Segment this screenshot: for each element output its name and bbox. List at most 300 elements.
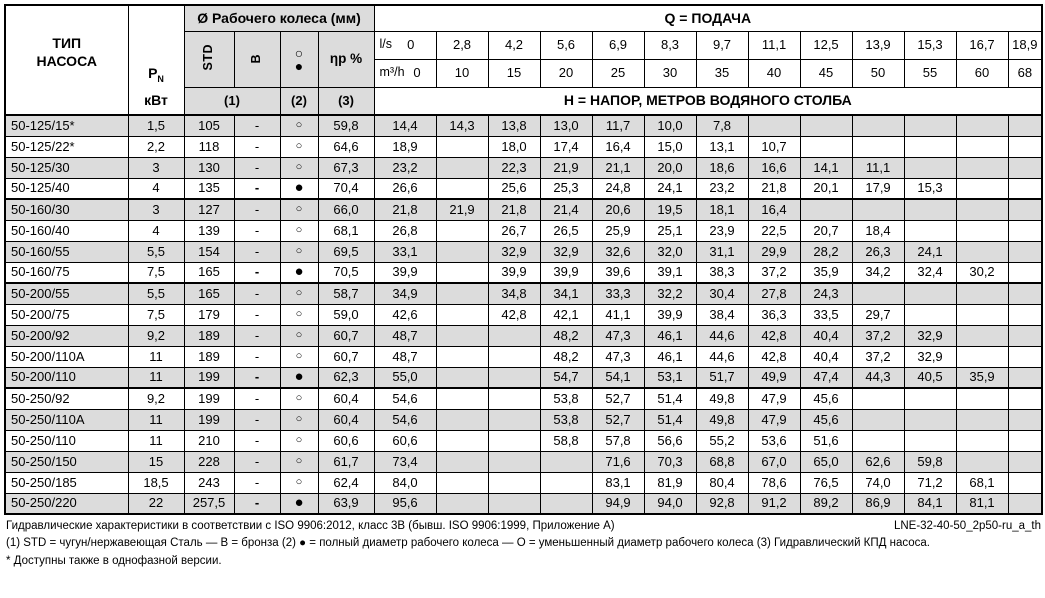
head-value-cell: [436, 451, 488, 472]
head-value-cell: 21,8: [374, 199, 436, 220]
head-value-cell: 52,7: [592, 409, 644, 430]
power-cell: 4: [128, 220, 184, 241]
bronze-cell: -: [234, 262, 280, 283]
note3-header: (3): [318, 87, 374, 115]
flow-m3h-tick: 25: [592, 59, 644, 87]
head-value-cell: 92,8: [696, 493, 748, 514]
head-value-cell: 32,2: [644, 283, 696, 304]
flow-ls-tick: 9,7: [696, 31, 748, 59]
head-value-cell: 21,1: [592, 157, 644, 178]
head-value-cell: [488, 451, 540, 472]
head-value-cell: 20,6: [592, 199, 644, 220]
head-value-cell: [436, 493, 488, 514]
head-value-cell: 7,8: [696, 115, 748, 136]
head-value-cell: 21,9: [436, 199, 488, 220]
pump-type-cell: 50-250/110A: [5, 409, 128, 430]
table-row: [5, 262, 1042, 283]
head-value-cell: 32,9: [904, 346, 956, 367]
table-header: [5, 5, 1042, 115]
head-value-cell: 91,2: [748, 493, 800, 514]
table-row: [5, 220, 1042, 241]
efficiency-cell: 70,5: [318, 262, 374, 283]
head-value-cell: [436, 430, 488, 451]
head-value-cell: 44,6: [696, 346, 748, 367]
bronze-cell: -: [234, 241, 280, 262]
flow-ls-tick: 12,5: [800, 31, 852, 59]
head-value-cell: 39,9: [540, 262, 592, 283]
head-value-cell: 25,1: [644, 220, 696, 241]
head-value-cell: [1008, 136, 1042, 157]
flow-m3h-tick: 55: [904, 59, 956, 87]
head-value-cell: 44,6: [696, 325, 748, 346]
head-value-cell: 33,5: [800, 304, 852, 325]
head-value-cell: 71,2: [904, 472, 956, 493]
power-symbol: $P_N$: [148, 65, 164, 84]
head-value-cell: [436, 241, 488, 262]
table-row: [5, 346, 1042, 367]
power-cell: 15: [128, 451, 184, 472]
power-cell: 18,5: [128, 472, 184, 493]
head-value-cell: 34,1: [540, 283, 592, 304]
head-value-cell: [800, 115, 852, 136]
head-value-cell: 14,3: [436, 115, 488, 136]
head-value-cell: 15,3: [904, 178, 956, 199]
head-value-cell: [956, 178, 1008, 199]
std-diameter-cell: 199: [184, 388, 234, 409]
pump-type-cell: 50-200/110: [5, 367, 128, 388]
head-value-cell: [1008, 346, 1042, 367]
table-row: [5, 451, 1042, 472]
head-value-cell: [800, 136, 852, 157]
head-value-cell: [436, 178, 488, 199]
impeller-variant-cell: ○: [280, 304, 318, 325]
head-value-cell: 62,6: [852, 451, 904, 472]
head-value-cell: [540, 493, 592, 514]
head-value-cell: 76,5: [800, 472, 852, 493]
power-cell: 9,2: [128, 325, 184, 346]
table-row: [5, 241, 1042, 262]
head-value-cell: [1008, 430, 1042, 451]
head-value-cell: 38,4: [696, 304, 748, 325]
impeller-variant-cell: ●: [280, 493, 318, 514]
std-diameter-cell: 165: [184, 262, 234, 283]
head-value-cell: [956, 409, 1008, 430]
efficiency-cell: 66,0: [318, 199, 374, 220]
table-row: [5, 157, 1042, 178]
head-value-cell: [852, 199, 904, 220]
efficiency-cell: 60,7: [318, 346, 374, 367]
bronze-cell: -: [234, 325, 280, 346]
efficiency-cell: 60,6: [318, 430, 374, 451]
iso-note: Гидравлические характеристики в соответствии с ISO 9906:2012, класс 3B (бывш. ISO 9906:1999, Приложение A): [6, 520, 615, 532]
head-value-cell: [852, 430, 904, 451]
pump-type-cell: 50-160/75: [5, 262, 128, 283]
impeller-variant-cell: ○: [280, 115, 318, 136]
head-title: Н = НАПОР, МЕТРОВ ВОДЯНОГО СТОЛБА: [374, 87, 1042, 115]
head-value-cell: 84,0: [374, 472, 436, 493]
flow-m3h-tick: 10: [436, 59, 488, 87]
head-value-cell: [904, 388, 956, 409]
head-value-cell: 49,9: [748, 367, 800, 388]
bronze-cell: -: [234, 430, 280, 451]
head-value-cell: 14,1: [800, 157, 852, 178]
table-row: [5, 472, 1042, 493]
head-value-cell: 53,8: [540, 409, 592, 430]
pump-type-cell: 50-250/92: [5, 388, 128, 409]
head-value-cell: [904, 304, 956, 325]
std-diameter-cell: 210: [184, 430, 234, 451]
head-value-cell: [1008, 220, 1042, 241]
head-value-cell: 86,9: [852, 493, 904, 514]
head-value-cell: 54,7: [540, 367, 592, 388]
head-value-cell: 42,8: [748, 325, 800, 346]
impeller-diameter-header: Ø Рабочего колеса (мм): [184, 5, 374, 31]
head-value-cell: [956, 157, 1008, 178]
table-row: [5, 136, 1042, 157]
head-value-cell: 18,6: [696, 157, 748, 178]
head-value-cell: 57,8: [592, 430, 644, 451]
bronze-cell: -: [234, 388, 280, 409]
head-value-cell: [904, 199, 956, 220]
flow-ls-tick-unit: l/s: [379, 37, 393, 52]
head-value-cell: 39,1: [644, 262, 696, 283]
head-value-cell: 18,0: [488, 136, 540, 157]
head-value-cell: [852, 115, 904, 136]
head-value-cell: 38,3: [696, 262, 748, 283]
head-value-cell: 42,6: [374, 304, 436, 325]
head-value-cell: 53,1: [644, 367, 696, 388]
efficiency-cell: 70,4: [318, 178, 374, 199]
head-value-cell: 26,7: [488, 220, 540, 241]
footnotes: [4, 518, 1041, 570]
pump-type-cell: 50-160/30: [5, 199, 128, 220]
pump-type-cell: 50-250/150: [5, 451, 128, 472]
impeller-variant-cell: ○: [280, 241, 318, 262]
flow-ls-tick: l/s 0: [374, 31, 436, 59]
table-row: [5, 430, 1042, 451]
std-diameter-cell: 165: [184, 283, 234, 304]
impeller-variant-cell: ○: [280, 451, 318, 472]
head-value-cell: [1008, 262, 1042, 283]
std-diameter-cell: 189: [184, 325, 234, 346]
head-value-cell: 34,8: [488, 283, 540, 304]
head-value-cell: 46,1: [644, 346, 696, 367]
std-diameter-cell: 189: [184, 346, 234, 367]
head-value-cell: 37,2: [852, 346, 904, 367]
head-value-cell: 11,1: [852, 157, 904, 178]
bronze-cell: -: [234, 136, 280, 157]
head-value-cell: 54,1: [592, 367, 644, 388]
head-value-cell: 40,4: [800, 346, 852, 367]
head-value-cell: [1008, 283, 1042, 304]
pump-type-cell: 50-160/55: [5, 241, 128, 262]
bronze-cell: -: [234, 220, 280, 241]
bronze-cell: -: [234, 493, 280, 514]
power-cell: 2,2: [128, 136, 184, 157]
power-cell: 11: [128, 346, 184, 367]
power-cell: 11: [128, 367, 184, 388]
std-diameter-cell: 135: [184, 178, 234, 199]
head-value-cell: 42,1: [540, 304, 592, 325]
head-value-cell: 37,2: [852, 325, 904, 346]
head-value-cell: 32,4: [904, 262, 956, 283]
head-value-cell: 60,6: [374, 430, 436, 451]
head-value-cell: 30,2: [956, 262, 1008, 283]
head-value-cell: 39,9: [644, 304, 696, 325]
head-value-cell: [748, 115, 800, 136]
head-value-cell: [436, 262, 488, 283]
head-value-cell: 33,3: [592, 283, 644, 304]
head-value-cell: 26,5: [540, 220, 592, 241]
head-value-cell: [904, 409, 956, 430]
head-value-cell: [436, 346, 488, 367]
head-value-cell: 58,8: [540, 430, 592, 451]
head-value-cell: 37,2: [748, 262, 800, 283]
head-value-cell: 10,7: [748, 136, 800, 157]
std-diameter-cell: 139: [184, 220, 234, 241]
flow-m3h-tick: 40: [748, 59, 800, 87]
head-value-cell: 34,2: [852, 262, 904, 283]
head-value-cell: 95,6: [374, 493, 436, 514]
pump-type-cell: 50-200/55: [5, 283, 128, 304]
flow-m3h-tick: 35: [696, 59, 748, 87]
pump-type-cell: 50-125/30: [5, 157, 128, 178]
head-value-cell: [1008, 241, 1042, 262]
pump-type-cell: 50-200/110A: [5, 346, 128, 367]
head-value-cell: 55,0: [374, 367, 436, 388]
impeller-variant-cell: ●: [280, 178, 318, 199]
head-value-cell: 70,3: [644, 451, 696, 472]
full-diameter-icon: ●: [294, 57, 304, 74]
impeller-variant-cell: ○: [280, 472, 318, 493]
std-diameter-cell: 243: [184, 472, 234, 493]
head-value-cell: 32,6: [592, 241, 644, 262]
head-value-cell: 52,7: [592, 388, 644, 409]
efficiency-cell: 63,9: [318, 493, 374, 514]
head-value-cell: 13,1: [696, 136, 748, 157]
head-value-cell: 36,3: [748, 304, 800, 325]
table-body: [5, 115, 1042, 514]
head-value-cell: 49,8: [696, 409, 748, 430]
head-value-cell: 20,0: [644, 157, 696, 178]
head-value-cell: [1008, 157, 1042, 178]
std-diameter-cell: 130: [184, 157, 234, 178]
head-value-cell: 89,2: [800, 493, 852, 514]
impeller-variant-cell: ○: [280, 409, 318, 430]
power-cell: 22: [128, 493, 184, 514]
flow-ls-tick: 11,1: [748, 31, 800, 59]
head-value-cell: [436, 472, 488, 493]
flow-m3h-tick: 50: [852, 59, 904, 87]
flow-ls-tick: 16,7: [956, 31, 1008, 59]
head-value-cell: 53,8: [540, 388, 592, 409]
bronze-cell: -: [234, 409, 280, 430]
head-value-cell: [956, 220, 1008, 241]
head-value-cell: 71,6: [592, 451, 644, 472]
head-value-cell: 44,3: [852, 367, 904, 388]
power-cell: 11: [128, 409, 184, 430]
flow-ls-tick: 5,6: [540, 31, 592, 59]
impeller-variant-cell: ●: [280, 367, 318, 388]
table-row: [5, 367, 1042, 388]
bronze-cell: -: [234, 178, 280, 199]
std-diameter-cell: 154: [184, 241, 234, 262]
head-value-cell: 20,1: [800, 178, 852, 199]
efficiency-cell: 68,1: [318, 220, 374, 241]
std-diameter-cell: 199: [184, 409, 234, 430]
head-value-cell: 19,5: [644, 199, 696, 220]
single-phase-note: * Доступны также в однофазной версии.: [6, 554, 222, 567]
head-value-cell: [956, 430, 1008, 451]
head-value-cell: 42,8: [748, 346, 800, 367]
pump-type-header: [5, 5, 128, 115]
head-value-cell: 26,8: [374, 220, 436, 241]
std-diameter-cell: 199: [184, 367, 234, 388]
head-value-cell: [852, 136, 904, 157]
impeller-variant-cell: ○: [280, 346, 318, 367]
flow-m3h-tick: 68: [1008, 59, 1042, 87]
head-value-cell: [956, 325, 1008, 346]
pump-type-header-line2: НАСОСА: [36, 53, 97, 69]
head-value-cell: 49,8: [696, 388, 748, 409]
head-value-cell: 18,9: [374, 136, 436, 157]
head-value-cell: [488, 388, 540, 409]
head-value-cell: 47,3: [592, 346, 644, 367]
impeller-variant-cell: ○: [280, 136, 318, 157]
head-value-cell: [904, 115, 956, 136]
head-value-cell: 81,1: [956, 493, 1008, 514]
note1-header: (1): [184, 87, 280, 115]
head-value-cell: 20,7: [800, 220, 852, 241]
head-value-cell: 27,8: [748, 283, 800, 304]
head-value-cell: 59,8: [904, 451, 956, 472]
head-value-cell: [436, 157, 488, 178]
head-value-cell: 46,1: [644, 325, 696, 346]
bronze-column-header: B: [234, 31, 280, 87]
power-cell: 4: [128, 178, 184, 199]
head-value-cell: [1008, 451, 1042, 472]
head-value-cell: 18,1: [696, 199, 748, 220]
pump-type-header-line1: ТИП: [52, 34, 82, 51]
head-value-cell: 29,9: [748, 241, 800, 262]
flow-ls-tick: 6,9: [592, 31, 644, 59]
head-value-cell: 10,0: [644, 115, 696, 136]
head-value-cell: 51,7: [696, 367, 748, 388]
head-value-cell: [1008, 199, 1042, 220]
head-value-cell: [956, 451, 1008, 472]
head-value-cell: 67,0: [748, 451, 800, 472]
head-value-cell: 40,5: [904, 367, 956, 388]
head-value-cell: 22,3: [488, 157, 540, 178]
impeller-variant-cell: ●: [280, 262, 318, 283]
power-header: [128, 5, 184, 115]
head-value-cell: 32,0: [644, 241, 696, 262]
head-value-cell: 21,8: [488, 199, 540, 220]
impeller-variant-cell: ○: [280, 388, 318, 409]
head-value-cell: 32,9: [540, 241, 592, 262]
head-value-cell: 74,0: [852, 472, 904, 493]
head-value-cell: [488, 346, 540, 367]
head-value-cell: 73,4: [374, 451, 436, 472]
pump-type-cell: 50-200/92: [5, 325, 128, 346]
diameter-symbols-header: [280, 31, 318, 87]
head-value-cell: [488, 472, 540, 493]
head-value-cell: [904, 430, 956, 451]
efficiency-cell: 60,4: [318, 409, 374, 430]
flow-m3h-tick: 45: [800, 59, 852, 87]
head-value-cell: 54,6: [374, 388, 436, 409]
head-value-cell: 30,4: [696, 283, 748, 304]
flow-ls-tick: 18,9: [1008, 31, 1042, 59]
head-value-cell: 11,7: [592, 115, 644, 136]
head-value-cell: 21,9: [540, 157, 592, 178]
head-value-cell: 14,4: [374, 115, 436, 136]
table-row: [5, 325, 1042, 346]
bronze-cell: -: [234, 472, 280, 493]
pump-type-cell: 50-160/40: [5, 220, 128, 241]
head-value-cell: [488, 409, 540, 430]
head-value-cell: [800, 199, 852, 220]
efficiency-cell: 60,4: [318, 388, 374, 409]
head-value-cell: 51,4: [644, 388, 696, 409]
head-value-cell: 56,6: [644, 430, 696, 451]
efficiency-cell: 59,0: [318, 304, 374, 325]
power-cell: 7,5: [128, 304, 184, 325]
power-cell: 9,2: [128, 388, 184, 409]
efficiency-cell: 67,3: [318, 157, 374, 178]
head-value-cell: [436, 388, 488, 409]
head-value-cell: 47,9: [748, 388, 800, 409]
legend-note: (1) STD = чугун/нержавеющая Сталь — B = бронза (2) ● = полный диаметр рабочего колеса — O = уменьшенный диаметр рабочего колеса (3) Гидравлический КПД насоса.: [6, 537, 930, 550]
bronze-cell: -: [234, 451, 280, 472]
head-value-cell: 24,3: [800, 283, 852, 304]
head-value-cell: 18,4: [852, 220, 904, 241]
head-value-cell: 16,4: [592, 136, 644, 157]
head-value-cell: 13,8: [488, 115, 540, 136]
head-value-cell: 24,8: [592, 178, 644, 199]
head-value-cell: [904, 136, 956, 157]
head-value-cell: [436, 325, 488, 346]
power-cell: 11: [128, 430, 184, 451]
head-value-cell: 23,2: [696, 178, 748, 199]
efficiency-cell: 62,3: [318, 367, 374, 388]
head-value-cell: [1008, 409, 1042, 430]
impeller-variant-cell: ○: [280, 283, 318, 304]
head-value-cell: 39,9: [374, 262, 436, 283]
impeller-variant-cell: ○: [280, 157, 318, 178]
head-value-cell: [436, 283, 488, 304]
table-row: [5, 199, 1042, 220]
head-value-cell: [436, 304, 488, 325]
head-value-cell: 17,9: [852, 178, 904, 199]
head-value-cell: [956, 136, 1008, 157]
power-cell: 5,5: [128, 283, 184, 304]
head-value-cell: 39,6: [592, 262, 644, 283]
efficiency-cell: 64,6: [318, 136, 374, 157]
std-diameter-cell: 118: [184, 136, 234, 157]
head-value-cell: [904, 283, 956, 304]
head-value-cell: 23,2: [374, 157, 436, 178]
table-row: [5, 304, 1042, 325]
head-value-cell: [904, 220, 956, 241]
head-value-cell: [852, 283, 904, 304]
table-row: [5, 283, 1042, 304]
head-value-cell: 28,2: [800, 241, 852, 262]
head-value-cell: 39,9: [488, 262, 540, 283]
head-value-cell: 25,9: [592, 220, 644, 241]
head-value-cell: [956, 199, 1008, 220]
head-value-cell: 51,4: [644, 409, 696, 430]
